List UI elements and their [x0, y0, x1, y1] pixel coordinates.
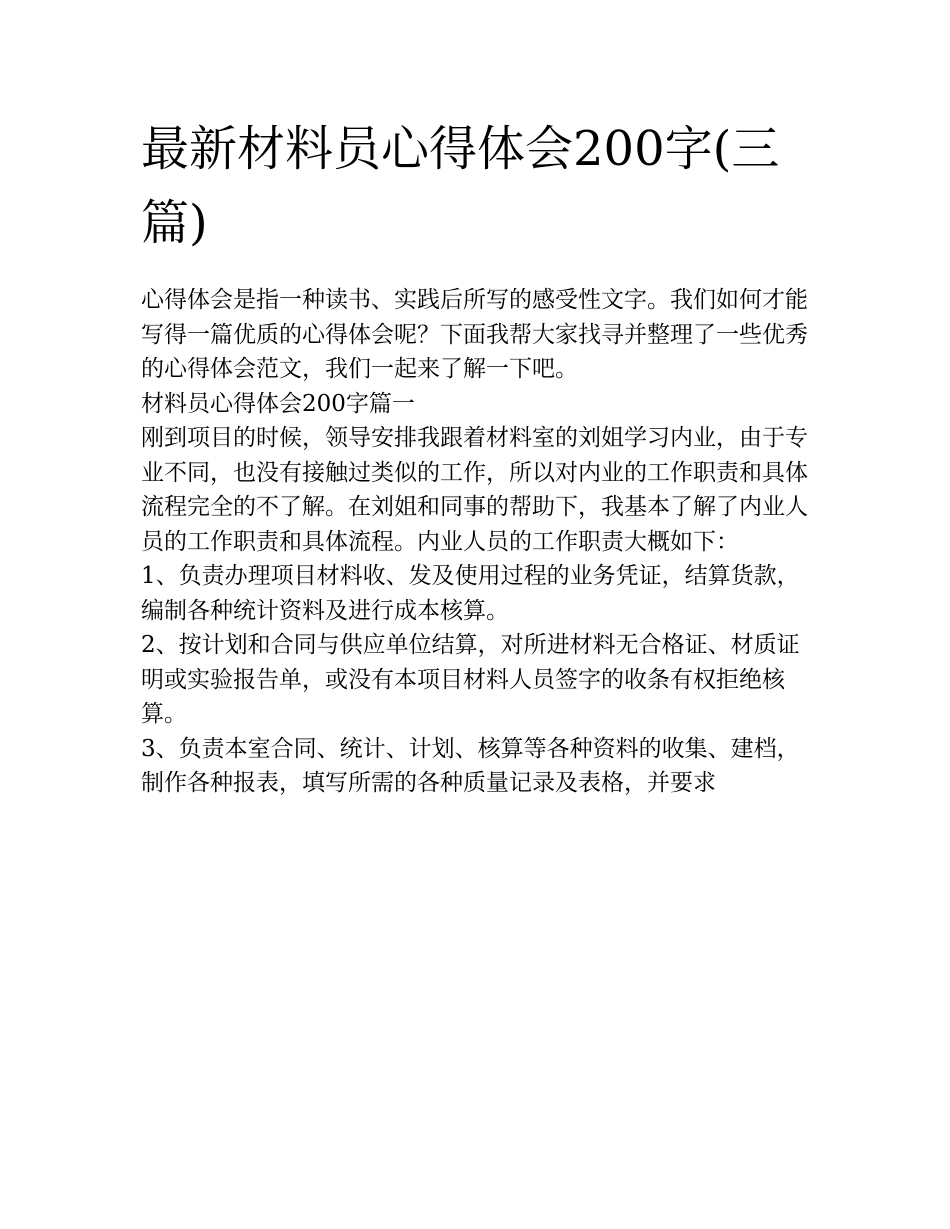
list-item: 3、负责本室合同、统计、计划、核算等各种资料的收集、建档，制作各种报表，填写所需的各种质量记录及表格，并要求 [141, 735, 800, 796]
intro-paragraph: 心得体会是指一种读书、实践后所写的感受性文字。我们如何才能写得一篇优质的心得体会呢？下面我帮大家找寻并整理了一些优秀的心得体会范文，我们一起来了解一下吧。 [141, 287, 808, 382]
section-heading: 材料员心得体会200字篇一 [141, 390, 415, 417]
body-paragraph: 刚到项目的时候，领导安排我跟着材料室的刘姐学习内业，由于专业不同，也没有接触过类似的工作，所以对内业的工作职责和具体流程完全的不了解。在刘姐和同事的帮助下，我基本了解了内业人员的工作职责和具体流程。内业人员的工作职责大概如下： [141, 425, 808, 555]
list-item: 2、按计划和合同与供应单位结算，对所进材料无合格证、材质证明或实验报告单，或没有本项目材料人员签字的收条有权拒绝核算。 [141, 632, 800, 727]
document-title: 最新材料员心得体会200字(三篇) [141, 121, 780, 251]
document-body [141, 283, 813, 801]
list-item: 1、负责办理项目材料收、发及使用过程的业务凭证，结算货款，编制各种统计资料及进行成本核算。 [141, 563, 800, 624]
